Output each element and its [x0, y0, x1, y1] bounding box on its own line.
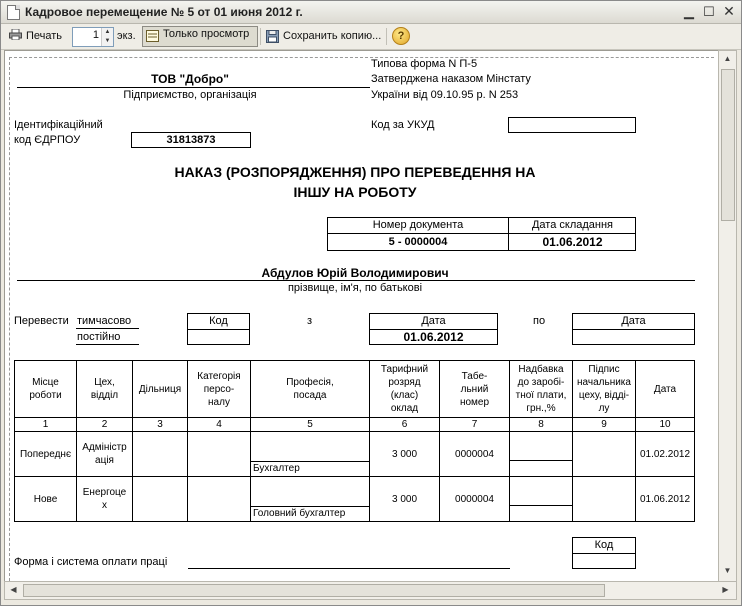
- header-text: Категорія персо- налу: [197, 370, 241, 408]
- window-title: Кадровое перемещение № 5 от 01 июня 2012 г.: [25, 5, 303, 19]
- header-text: Табе- льний номер: [459, 370, 490, 408]
- help-icon[interactable]: ?: [392, 27, 410, 45]
- option-underline: [76, 344, 139, 345]
- cell-bonus: [510, 477, 573, 522]
- col-header-rate: [370, 361, 440, 418]
- copies-unit-label: экз.: [117, 30, 136, 42]
- col-number: 2: [77, 418, 133, 432]
- transfer-code-header: Код: [209, 315, 228, 327]
- col-header-area: [133, 361, 188, 418]
- header-text: Підпис начальника цеху, відді- лу: [577, 364, 631, 414]
- col-number: 10: [636, 418, 695, 432]
- close-button[interactable]: ✕: [723, 3, 735, 19]
- cell-place: Нове: [15, 477, 77, 522]
- company-name: ТОВ "Добро": [151, 72, 229, 86]
- header-text: Тарифний розряд (клас) оклад: [380, 364, 429, 414]
- col-header-tab: [440, 361, 510, 418]
- col-number: 8: [510, 418, 573, 432]
- col-number: 3: [133, 418, 188, 432]
- temporary-option: тимчасово: [77, 315, 132, 327]
- stepper-arrows-icon[interactable]: ▲ ▼: [101, 28, 113, 46]
- toolbar-separator: [260, 28, 261, 45]
- form-line-2: Затверджена наказом Мінстату: [371, 73, 531, 85]
- printer-icon[interactable]: [9, 29, 22, 40]
- title-bar[interactable]: [1, 1, 741, 24]
- page-boundary: [9, 57, 714, 58]
- position-text: Бухгалтер: [251, 461, 369, 476]
- cell-category: [188, 477, 251, 522]
- bonus-text: [510, 477, 572, 506]
- employee-caption: прізвище, ім'я, по батькові: [287, 282, 423, 294]
- cell-position: [251, 477, 370, 522]
- col-number: 7: [440, 418, 510, 432]
- edrpou-code: 31813873: [131, 132, 251, 148]
- to-label: по: [533, 315, 546, 327]
- document-icon: [7, 5, 20, 20]
- cell-date: 01.02.2012: [636, 432, 695, 477]
- col-number: 6: [370, 418, 440, 432]
- cell-area: [133, 432, 188, 477]
- order-title-line-2: ІНШУ НА РОБОТУ: [293, 184, 417, 200]
- save-disk-icon[interactable]: [266, 30, 279, 43]
- horizontal-scrollbar[interactable]: [4, 581, 737, 600]
- scroll-down-icon[interactable]: ▼: [723, 566, 732, 575]
- toolbar-separator: [386, 28, 387, 45]
- printed-form: [5, 51, 718, 581]
- from-date: 01.06.2012: [403, 330, 464, 344]
- dept-text: Енергоце х: [82, 487, 127, 511]
- header-text: Дата: [653, 383, 677, 395]
- table-row: [15, 477, 695, 522]
- to-date-header: Дата: [621, 315, 646, 327]
- save-copy-button[interactable]: Сохранить копию...: [283, 30, 382, 42]
- col-header-bonus: [510, 361, 573, 418]
- cell-date: 01.06.2012: [636, 477, 695, 522]
- cell-dept: [77, 477, 133, 522]
- header-text: Цех, відділ: [90, 377, 119, 401]
- cell-rate: 3 000: [370, 432, 440, 477]
- permanent-option: постійно: [77, 331, 121, 343]
- col-number: 4: [188, 418, 251, 432]
- order-title-line-1: НАКАЗ (РОЗПОРЯДЖЕННЯ) ПРО ПЕРЕВЕДЕННЯ НА: [174, 164, 536, 180]
- vertical-scroll-thumb[interactable]: [721, 69, 735, 221]
- view-only-label: Только просмотр: [163, 28, 250, 40]
- cell-place: Попереднє: [15, 432, 77, 477]
- ukud-label: Код за УКУД: [371, 119, 435, 131]
- header-text: Професія, посада: [286, 377, 334, 401]
- cell-dept: [77, 432, 133, 477]
- col-header-category: [188, 361, 251, 418]
- cell-position: [251, 432, 370, 477]
- edrpou-label-1: Ідентифікаційний: [14, 119, 103, 131]
- form-line-3: України від 09.10.95 р. N 253: [371, 89, 519, 101]
- copies-stepper[interactable]: [72, 27, 114, 47]
- vertical-scrollbar[interactable]: [718, 50, 737, 582]
- from-date-header: Дата: [421, 315, 446, 327]
- form-line-1: Типова форма N П-5: [371, 58, 478, 70]
- table-row: [15, 432, 695, 477]
- col-number: 1: [15, 418, 77, 432]
- divider: [572, 329, 695, 330]
- doc-date-header: Дата складання: [531, 219, 614, 231]
- scroll-left-icon[interactable]: ◀: [10, 585, 17, 594]
- page-boundary: [9, 57, 10, 581]
- dept-text: Адміністр ація: [82, 442, 127, 466]
- view-only-icon: [146, 30, 159, 42]
- edrpou-label-2: код ЄДРПОУ: [14, 134, 81, 146]
- doc-number-header: Номер документа: [372, 219, 464, 231]
- copies-input[interactable]: 1: [92, 29, 99, 41]
- pay-form-underline: [188, 568, 510, 569]
- col-header-place: [15, 361, 77, 418]
- cell-tab: 0000004: [440, 432, 510, 477]
- position-text: Головний бухгалтер: [251, 506, 369, 521]
- employee-underline: [17, 280, 695, 281]
- transfer-label: Перевести: [14, 315, 69, 327]
- from-label: з: [307, 315, 313, 327]
- view-only-toggle[interactable]: [142, 26, 258, 47]
- col-header-date: [636, 361, 695, 418]
- col-header-dept: [77, 361, 133, 418]
- cell-tab: 0000004: [440, 477, 510, 522]
- bonus-text: [510, 432, 572, 461]
- cell-rate: 3 000: [370, 477, 440, 522]
- company-underline: [17, 87, 370, 88]
- option-underline: [76, 328, 139, 329]
- document-viewport[interactable]: [4, 50, 719, 582]
- cell-bonus: [510, 432, 573, 477]
- minimize-button[interactable]: ▁: [684, 4, 694, 19]
- pay-form-label: Форма і система оплати праці: [14, 556, 168, 568]
- cell-category: [188, 432, 251, 477]
- doc-number: 5 - 0000004: [388, 236, 448, 248]
- col-number: 5: [251, 418, 370, 432]
- doc-date: 01.06.2012: [542, 235, 603, 249]
- transfer-table: [14, 360, 695, 522]
- ukud-field: [508, 117, 636, 133]
- horizontal-scroll-thumb[interactable]: [23, 584, 605, 597]
- header-text: Дільниця: [138, 383, 182, 395]
- cell-area: [133, 477, 188, 522]
- divider: [327, 233, 636, 234]
- cell-sign: [573, 477, 636, 522]
- scroll-right-icon[interactable]: ▶: [722, 585, 729, 594]
- header-text: Надбавка до заробі- тної плати, грн.,%: [515, 364, 567, 414]
- col-number: 9: [573, 418, 636, 432]
- maximize-button[interactable]: ☐: [703, 4, 715, 19]
- company-caption: Підприємство, організація: [123, 89, 257, 101]
- divider: [572, 553, 636, 554]
- divider: [187, 329, 250, 330]
- cell-sign: [573, 432, 636, 477]
- print-button[interactable]: Печать: [26, 30, 63, 42]
- scroll-up-icon[interactable]: ▲: [723, 54, 732, 63]
- col-header-position: [251, 361, 370, 418]
- header-text: Місце роботи: [29, 377, 62, 401]
- pay-code-header: Код: [594, 539, 614, 551]
- toolbar: [1, 24, 741, 50]
- column-numbers-row: [15, 418, 695, 432]
- employee-name: Абдулов Юрій Володимирович: [261, 266, 449, 280]
- col-header-sign: [573, 361, 636, 418]
